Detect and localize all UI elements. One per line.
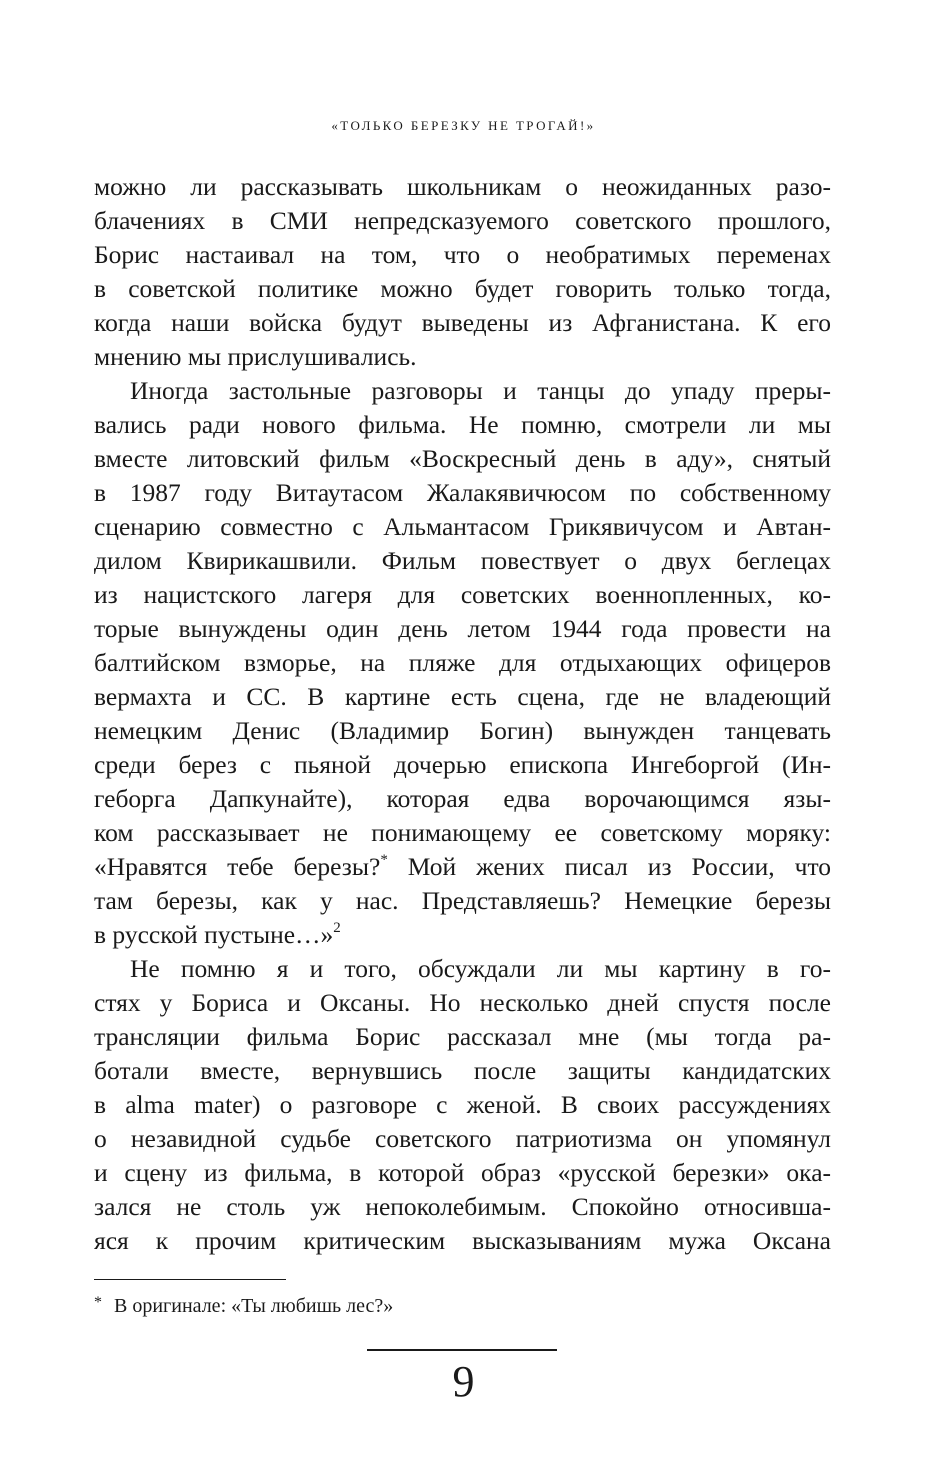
text-line: и сцену из фильма, в которой образ «русской березки» ока- [94, 1158, 831, 1187]
footnote-text: В оригинале: «Ты любишь лес?» [114, 1295, 394, 1317]
text-line: из нацистского лагеря для советских военнопленных, ко- [94, 580, 831, 609]
quote-continued: Мой жених писал из России, что [387, 852, 831, 881]
page-number-rule [367, 1349, 557, 1351]
text-line: дилом Квирикашвили. Фильм повествует о двух беглецах [94, 546, 831, 575]
text-line: стях у Бориса и Оксаны. Но несколько дней спустя после [94, 988, 831, 1017]
text-line: вермахта и СС. В картине есть сцена, где не владеющий [94, 682, 831, 711]
text-line: немецким Денис (Владимир Богин) вынужден танцевать [94, 716, 831, 745]
text-line: Не помню я и того, обсуждали ли мы картину в го- [130, 954, 831, 983]
quote-end: в русской пустыне…» [94, 920, 334, 949]
text-line: о незавидной судьбе советского патриотизма он упомянул [94, 1124, 831, 1153]
text-line: зался не столь уж непоколебимым. Спокойно относивша- [94, 1192, 831, 1221]
text-line: Борис настаивал на том, что о необратимых переменах [94, 240, 831, 269]
running-head: «ТОЛЬКО БЕРЕЗКУ НЕ ТРОГАЙ!» [331, 118, 596, 133]
text-line: там березы, как у нас. Представляешь? Немецкие березы [94, 886, 831, 915]
text-line: балтийском взморье, на пляже для отдыхающих офицеров [94, 648, 831, 677]
text-line: в советской политике можно будет говорить только тогда, [94, 274, 831, 303]
text-line: торые вынуждены один день летом 1944 года провести на [94, 614, 831, 643]
text-line: геборга Дапкунайте), которая едва ворочающимся язы- [94, 784, 831, 813]
text-line: среди берез с пьяной дочерью епископа Ингеборгой (Ин- [94, 750, 831, 779]
footnote-divider [94, 1279, 286, 1280]
text-line: трансляции фильма Борис рассказал мне (мы тогда ра- [94, 1022, 831, 1051]
footnote-marker: * [94, 1294, 102, 1311]
text-line: вместе литовский фильм «Воскресный день в аду», снятый [94, 444, 831, 473]
text-line: сценарию совместно с Альмантасом Грикявичусом и Автан- [94, 512, 831, 541]
footnote [94, 1293, 393, 1319]
text-line: яся к прочим критическим высказываниям мужа Оксана [94, 1226, 831, 1255]
text-line: ком рассказывает не понимающему ее советскому моряку: [94, 818, 831, 847]
text-line: блачениях в СМИ непредсказуемого советского прошлого, [94, 206, 831, 235]
text-line: Иногда застольные разговоры и танцы до упаду преры- [130, 376, 831, 405]
text-line: мнению мы прислушивались. [94, 342, 417, 371]
text-line: можно ли рассказывать школьникам о неожиданных разо- [94, 172, 831, 201]
text-line: когда наши войска будут выведены из Афганистана. К его [94, 308, 831, 337]
footnote-ref-2[interactable]: 2 [333, 919, 341, 936]
footnote-ref-star[interactable]: * [380, 851, 388, 868]
quote-start: «Нравятся тебе березы? [94, 852, 381, 881]
text-line [94, 918, 831, 952]
text-line: в 1987 году Витаутасом Жалакявичюсом по собственному [94, 478, 831, 507]
text-line: в alma mater) о разговоре с женой. В своих рассуждениях [94, 1090, 831, 1119]
text-line: ботали вместе, вернувшись после защиты кандидатских [94, 1056, 831, 1085]
page-number: 9 [452, 1357, 475, 1406]
text-line [94, 850, 831, 884]
text-line: вались ради нового фильма. Не помню, смотрели ли мы [94, 410, 831, 439]
